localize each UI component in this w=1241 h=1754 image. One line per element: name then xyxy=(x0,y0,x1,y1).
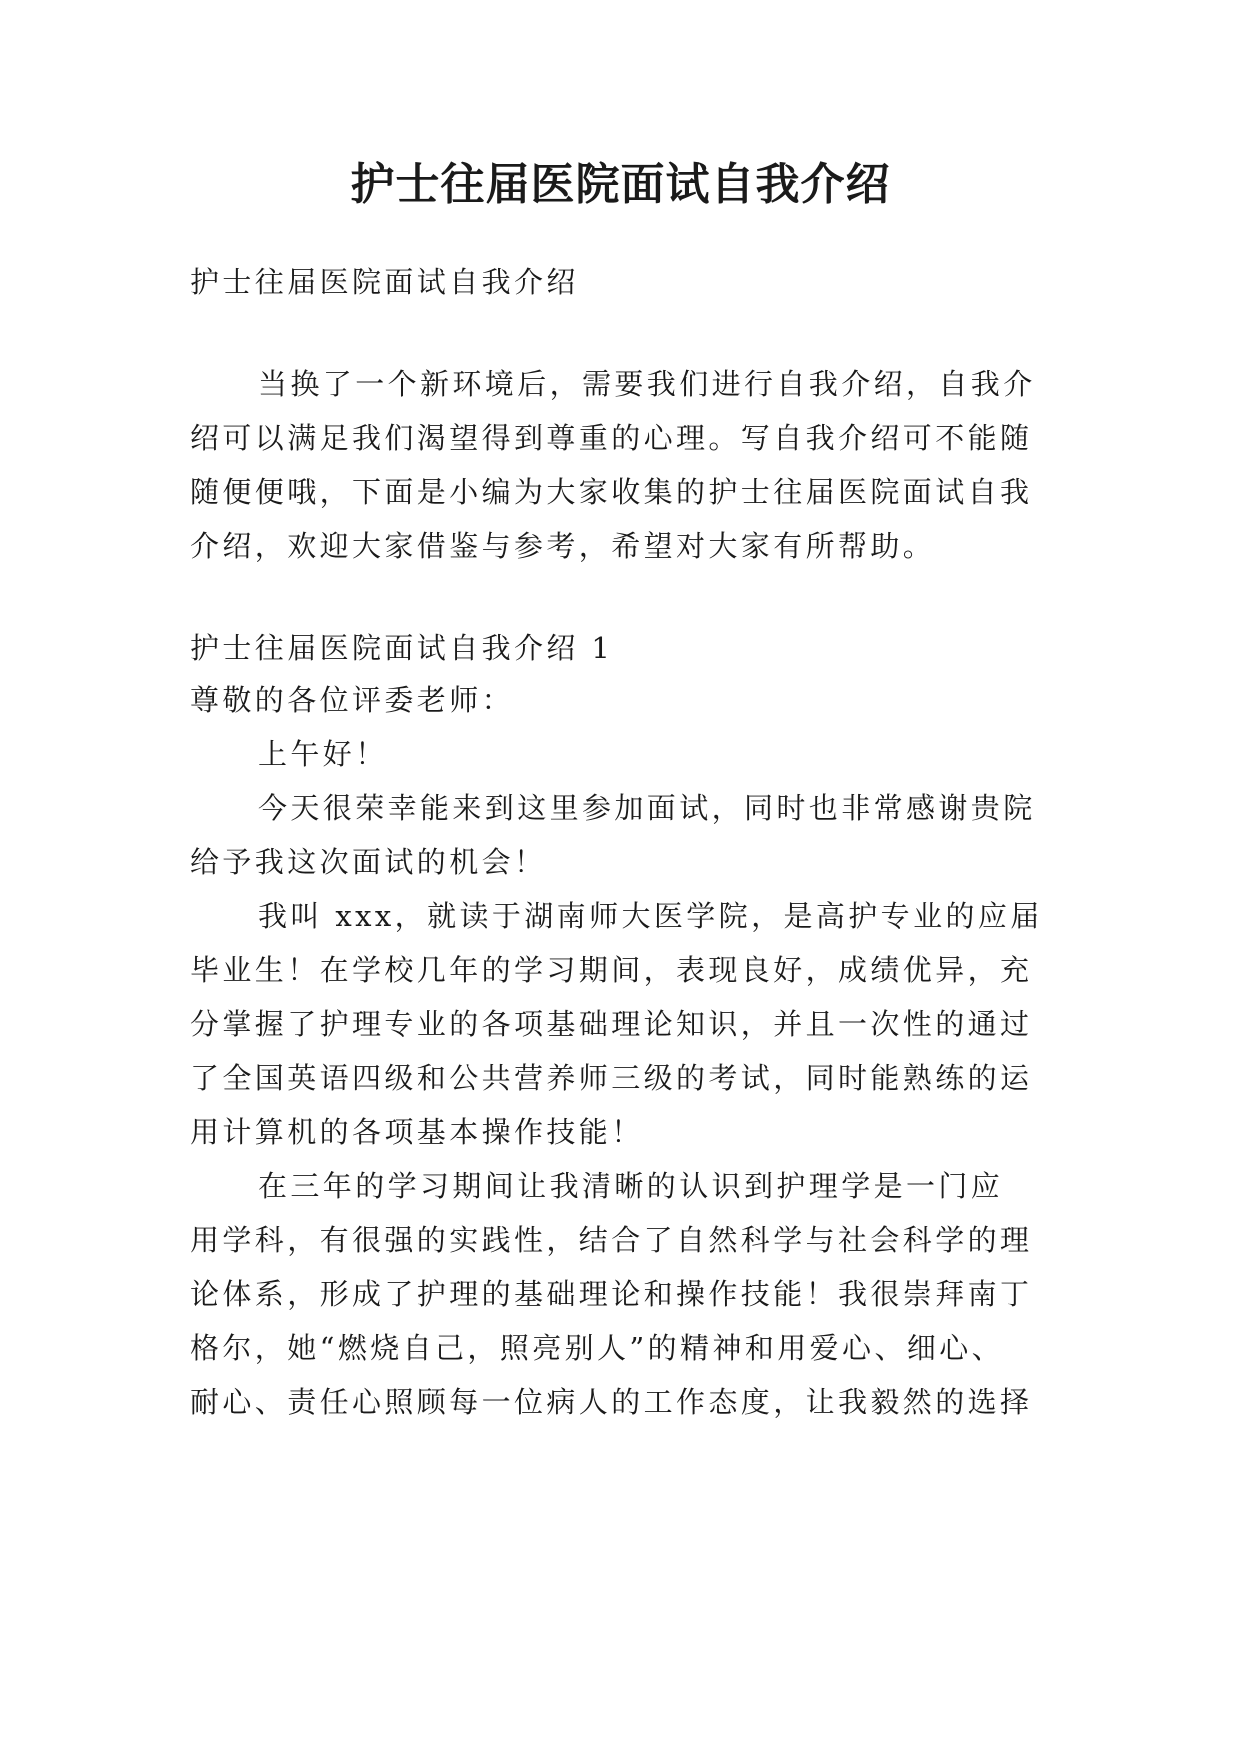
body-line: 毕业生！在学校几年的学习期间，表现良好，成绩优异，充 xyxy=(190,953,1033,987)
body-line: 我叫 xxx，就读于湖南师大医学院，是高护专业的应届 xyxy=(258,899,1043,933)
body-line: 用学科，有很强的实践性，结合了自然科学与社会科学的理 xyxy=(190,1223,1033,1257)
body-line: 分掌握了护理专业的各项基础理论知识，并且一次性的通过 xyxy=(190,1007,1033,1041)
body-line: 给予我这次面试的机会！ xyxy=(190,845,547,879)
intro-line: 当换了一个新环境后，需要我们进行自我介绍，自我介 xyxy=(258,367,1036,401)
intro-line: 介绍，欢迎大家借鉴与参考，希望对大家有所帮助。 xyxy=(190,529,936,563)
body-line: 耐心、责任心照顾每一位病人的工作态度，让我毅然的选择 xyxy=(190,1385,1033,1419)
salutation: 尊敬的各位评委老师： xyxy=(190,683,515,717)
intro-line: 随便便哦，下面是小编为大家收集的护士往届医院面试自我 xyxy=(190,475,1033,509)
section-heading: 护士往届医院面试自我介绍 1 xyxy=(190,631,614,665)
document-subtitle: 护士往届医院面试自我介绍 xyxy=(190,265,579,299)
body-line: 格尔，她“燃烧自己，照亮别人”的精神和用爱心、细心、 xyxy=(190,1331,1005,1365)
greeting: 上午好！ xyxy=(258,737,388,771)
body-line: 论体系，形成了护理的基础理论和操作技能！我很崇拜南丁 xyxy=(190,1277,1033,1311)
document-title: 护士往届医院面试自我介绍 xyxy=(350,159,891,210)
body-line: 在三年的学习期间让我清晰的认识到护理学是一门应 xyxy=(258,1169,1004,1203)
body-line: 了全国英语四级和公共营养师三级的考试，同时能熟练的运 xyxy=(190,1061,1033,1095)
body-line: 今天很荣幸能来到这里参加面试，同时也非常感谢贵院 xyxy=(258,791,1036,825)
body-line: 用计算机的各项基本操作技能！ xyxy=(190,1115,644,1149)
intro-line: 绍可以满足我们渴望得到尊重的心理。写自我介绍可不能随 xyxy=(190,421,1033,455)
